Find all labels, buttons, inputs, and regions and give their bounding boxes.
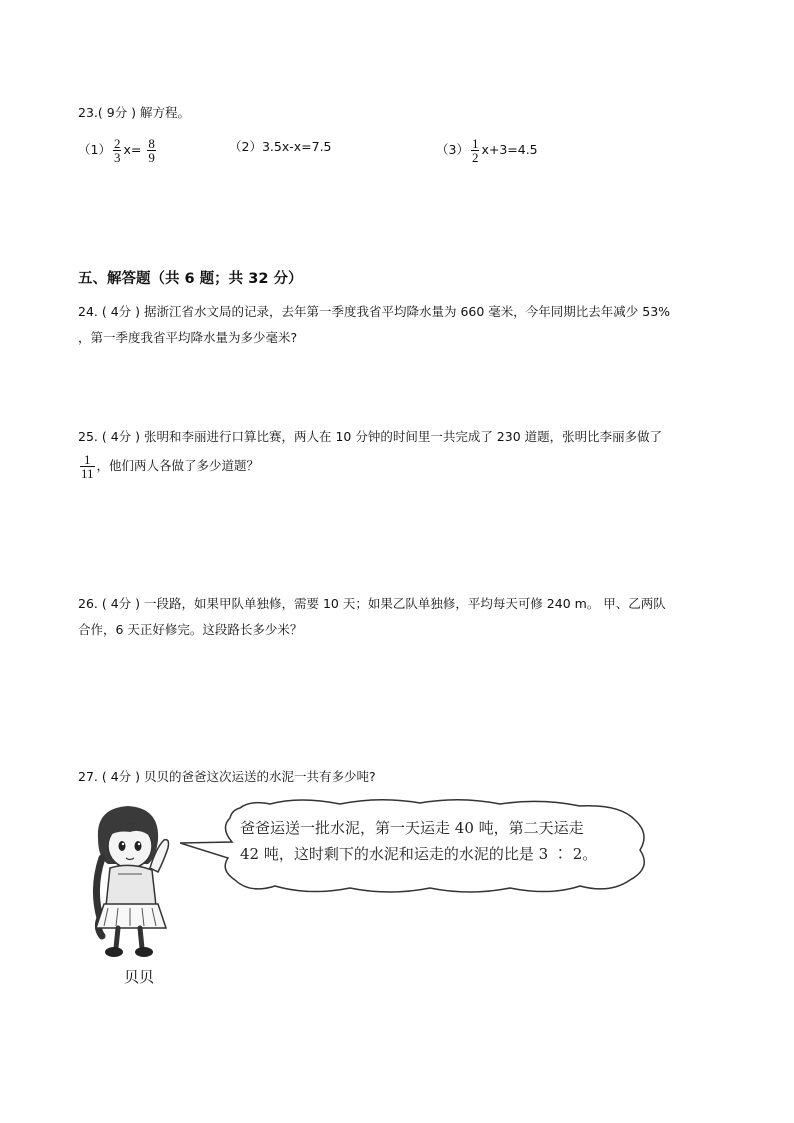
fraction-8-9 bbox=[147, 137, 156, 164]
q24-line-2: ，第一季度我省平均降水量为多少毫米? bbox=[78, 330, 298, 345]
q24-line-1: 24. ( 4分 ) 据浙江省水文局的记录，去年第一季度我省平均降水量为 660 毫米，今年同期比去年减少 53% bbox=[78, 304, 671, 319]
fraction-denominator: 11 bbox=[81, 466, 94, 481]
fraction-denominator: 2 bbox=[471, 150, 479, 165]
fraction-denominator: 9 bbox=[148, 150, 155, 165]
fraction-numerator: 8 bbox=[148, 136, 155, 151]
girl-name-label: 贝贝 bbox=[124, 968, 155, 986]
fraction-denominator: 3 bbox=[113, 150, 121, 165]
fraction-1-2 bbox=[471, 137, 480, 164]
q23-prompt: 解方程。 bbox=[140, 105, 191, 120]
q25-line-2-text: ，他们两人各做了多少道题？ bbox=[96, 458, 260, 473]
bubble-line-1: 爸爸运送一批水泥，第一天运走 40 吨，第二天运走 bbox=[240, 819, 584, 837]
q23-item-3-label: （3） bbox=[436, 142, 469, 157]
fraction-numerator: 1 bbox=[84, 452, 91, 467]
fraction-1-11 bbox=[80, 453, 95, 480]
q27-line-1: 27. ( 4分 ) 贝贝的爸爸这次运送的水泥一共有多少吨? bbox=[78, 769, 376, 784]
fraction-2-3 bbox=[113, 137, 122, 164]
q23-item-2 bbox=[229, 137, 332, 157]
q23-item-1 bbox=[78, 137, 158, 164]
q26-line-1: 26. ( 4分 ) 一段路，如果甲队单独修，需要 10 天；如果乙队单独修，平均每天可修 240 m。 甲、乙两队 bbox=[78, 596, 666, 611]
q23-item-3 bbox=[436, 137, 538, 164]
q23-item-1-label: （1） bbox=[78, 142, 111, 157]
q26-line-2: 合作，6 天正好修完。这段路长多少米？ bbox=[78, 622, 303, 637]
q23-score: ( 9分 ) bbox=[97, 105, 137, 120]
q23-item-1-mid: x= bbox=[123, 142, 142, 157]
q23-item-3-tail: x+3=4.5 bbox=[481, 142, 538, 157]
q23-header bbox=[78, 103, 190, 123]
q23-number: 23. bbox=[78, 105, 98, 120]
q23-item-2-label: （2） bbox=[229, 139, 262, 154]
q25-line-1: 25. ( 4分 ) 张明和李丽进行口算比赛，两人在 10 分钟的时间里一共完成了 230 道题，张明比李丽多做了 bbox=[78, 429, 663, 444]
fraction-numerator: 1 bbox=[471, 136, 479, 151]
q23-item-2-equation: 3.5x-x=7.5 bbox=[261, 139, 332, 154]
section-heading: 五、解答题（共 6 题；共 32 分） bbox=[78, 271, 303, 287]
bubble-line-2: 42 吨，这时剩下的水泥和运走的水泥的比是 3 ∶ 2。 bbox=[240, 845, 598, 863]
fraction-numerator: 2 bbox=[113, 136, 121, 151]
q25-line-2 bbox=[78, 453, 259, 480]
